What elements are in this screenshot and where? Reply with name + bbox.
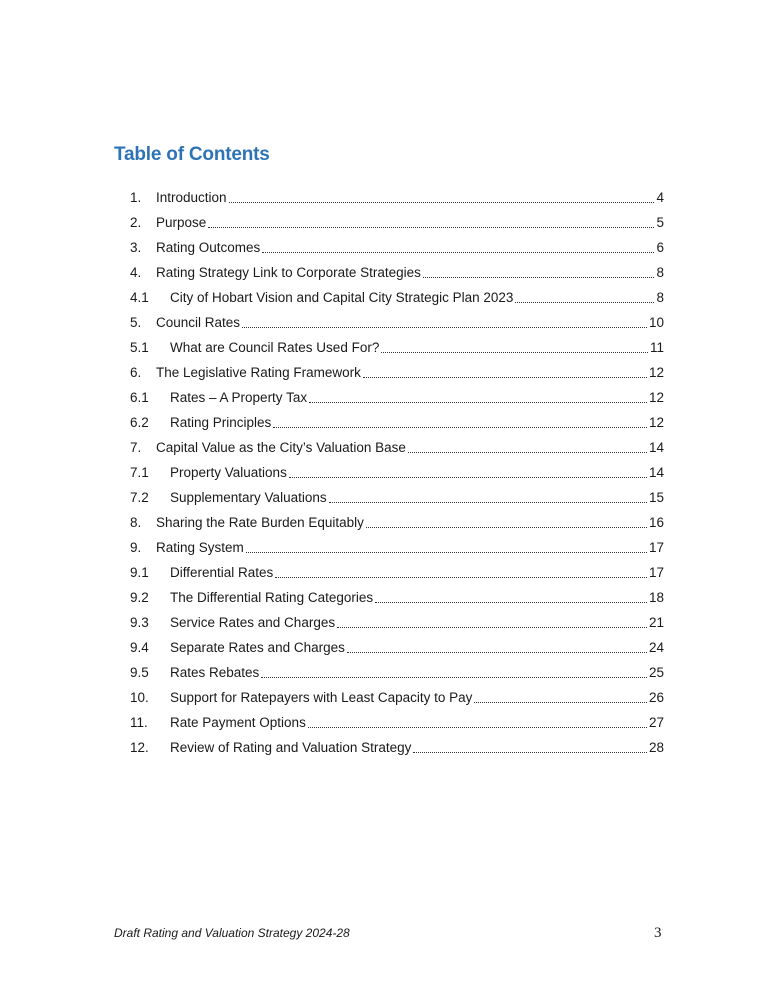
toc-entry-page: 16 (648, 515, 664, 530)
toc-dot-leader (262, 235, 654, 260)
toc-entry-page: 14 (648, 465, 664, 480)
toc-entry-number: 5.1 (130, 340, 149, 355)
toc-entry-title: Property Valuations (170, 465, 287, 480)
toc-entry[interactable] (130, 710, 664, 735)
toc-entry-page: 17 (648, 540, 664, 555)
toc-entry[interactable] (130, 685, 664, 710)
toc-entry-page: 21 (648, 615, 664, 630)
toc-entry-number: 9.3 (130, 615, 149, 630)
toc-entry-number: 3. (130, 240, 142, 255)
toc-entry[interactable] (130, 560, 664, 585)
toc-entry[interactable] (130, 260, 664, 285)
toc-dot-leader (289, 460, 647, 485)
toc-entry[interactable] (130, 235, 664, 260)
toc-dot-leader (347, 635, 647, 660)
toc-entry-page: 4 (656, 190, 664, 205)
toc-entry[interactable] (130, 460, 664, 485)
toc-entry-number: 12. (130, 740, 149, 755)
toc-dot-leader (515, 285, 654, 310)
toc-entry-number: 6.1 (130, 390, 149, 405)
toc-title: Table of Contents (114, 144, 270, 165)
toc-entry-title: What are Council Rates Used For? (170, 340, 380, 355)
toc-dot-leader (413, 735, 647, 760)
toc-entry[interactable] (130, 385, 664, 410)
toc-dot-leader (261, 660, 647, 685)
toc-entry-number: 7.1 (130, 465, 149, 480)
toc-entry-number: 9.1 (130, 565, 149, 580)
toc-entry-title: Support for Ratepayers with Least Capacity to Pay (170, 690, 473, 705)
toc-entry[interactable] (130, 410, 664, 435)
toc-entry-title: Capital Value as the City’s Valuation Base (156, 440, 406, 455)
toc-entry-page: 6 (656, 240, 664, 255)
toc-dot-leader (329, 485, 647, 510)
toc-entry[interactable] (130, 485, 664, 510)
toc-dot-leader (308, 710, 647, 735)
toc-entry-title: Rating System (156, 540, 244, 555)
toc-list (130, 185, 664, 760)
toc-entry-title: Differential Rates (170, 565, 274, 580)
toc-entry[interactable] (130, 735, 664, 760)
toc-entry[interactable] (130, 435, 664, 460)
toc-dot-leader (309, 385, 647, 410)
footer-page-number: 3 (654, 925, 662, 941)
toc-entry-title: The Differential Rating Categories (170, 590, 374, 605)
footer-document-title: Draft Rating and Valuation Strategy 2024-28 (114, 926, 350, 940)
toc-entry[interactable] (130, 610, 664, 635)
toc-entry-page: 28 (648, 740, 664, 755)
toc-entry-number: 9. (130, 540, 142, 555)
toc-entry-title: Rates Rebates (170, 665, 260, 680)
toc-entry-page: 18 (648, 590, 664, 605)
toc-dot-leader (423, 260, 655, 285)
toc-entry-title: Rates – A Property Tax (170, 390, 308, 405)
toc-entry[interactable] (130, 510, 664, 535)
toc-entry-page: 27 (648, 715, 664, 730)
toc-entry-number: 11. (130, 715, 148, 730)
toc-entry[interactable] (130, 660, 664, 685)
toc-entry-number: 4.1 (130, 290, 149, 305)
toc-entry-title: Rate Payment Options (170, 715, 306, 730)
toc-entry-page: 8 (656, 265, 664, 280)
toc-entry-page: 17 (648, 565, 664, 580)
toc-entry-number: 2. (130, 215, 142, 230)
toc-entry-page: 5 (656, 215, 664, 230)
toc-entry-title: The Legislative Rating Framework (156, 365, 361, 380)
toc-entry-title: Separate Rates and Charges (170, 640, 345, 655)
toc-entry-title: Rating Outcomes (156, 240, 261, 255)
toc-entry-title: Sharing the Rate Burden Equitably (156, 515, 364, 530)
toc-entry-number: 7.2 (130, 490, 149, 505)
toc-dot-leader (474, 685, 647, 710)
toc-entry-page: 12 (648, 390, 664, 405)
toc-entry-number: 9.5 (130, 665, 149, 680)
toc-dot-leader (366, 510, 647, 535)
toc-entry-title: Rating Strategy Link to Corporate Strategies (156, 265, 421, 280)
toc-entry-title: Rating Principles (170, 415, 272, 430)
toc-entry-page: 15 (648, 490, 664, 505)
toc-entry[interactable] (130, 585, 664, 610)
toc-entry-title: Council Rates (156, 315, 241, 330)
toc-entry-number: 6. (130, 365, 142, 380)
toc-entry[interactable] (130, 310, 664, 335)
toc-entry-title: City of Hobart Vision and Capital City Strategic Plan 2023 (170, 290, 514, 305)
toc-entry-number: 4. (130, 265, 142, 280)
toc-dot-leader (246, 535, 647, 560)
toc-dot-leader (337, 610, 647, 635)
toc-entry-title: Introduction (156, 190, 227, 205)
toc-entry[interactable] (130, 185, 664, 210)
toc-entry-page: 25 (648, 665, 664, 680)
toc-entry-number: 7. (130, 440, 142, 455)
toc-entry-number: 9.4 (130, 640, 149, 655)
toc-entry-page: 8 (656, 290, 664, 305)
toc-entry-title: Service Rates and Charges (170, 615, 336, 630)
toc-entry-page: 26 (648, 690, 664, 705)
toc-dot-leader (381, 335, 648, 360)
toc-entry-number: 10. (130, 690, 149, 705)
toc-entry[interactable] (130, 335, 664, 360)
toc-dot-leader (242, 310, 647, 335)
toc-entry[interactable] (130, 210, 664, 235)
toc-entry-number: 6.2 (130, 415, 149, 430)
toc-entry-title: Review of Rating and Valuation Strategy (170, 740, 412, 755)
toc-entry[interactable] (130, 285, 664, 310)
toc-entry[interactable] (130, 635, 664, 660)
toc-dot-leader (229, 185, 655, 210)
toc-dot-leader (363, 360, 647, 385)
toc-entry-page: 14 (648, 440, 664, 455)
toc-entry-page: 12 (648, 365, 664, 380)
toc-entry-number: 5. (130, 315, 142, 330)
toc-entry-number: 8. (130, 515, 142, 530)
toc-entry-page: 24 (648, 640, 664, 655)
toc-entry-title: Supplementary Valuations (170, 490, 327, 505)
toc-entry-page: 12 (648, 415, 664, 430)
toc-entry[interactable] (130, 535, 664, 560)
toc-entry-page: 10 (648, 315, 664, 330)
toc-entry[interactable] (130, 360, 664, 385)
toc-entry-number: 1. (130, 190, 142, 205)
toc-dot-leader (375, 585, 647, 610)
toc-entry-number: 9.2 (130, 590, 149, 605)
toc-dot-leader (275, 560, 647, 585)
toc-entry-title: Purpose (156, 215, 207, 230)
toc-dot-leader (273, 410, 647, 435)
toc-dot-leader (208, 210, 654, 235)
toc-dot-leader (408, 435, 647, 460)
toc-entry-page: 11 (649, 340, 664, 355)
